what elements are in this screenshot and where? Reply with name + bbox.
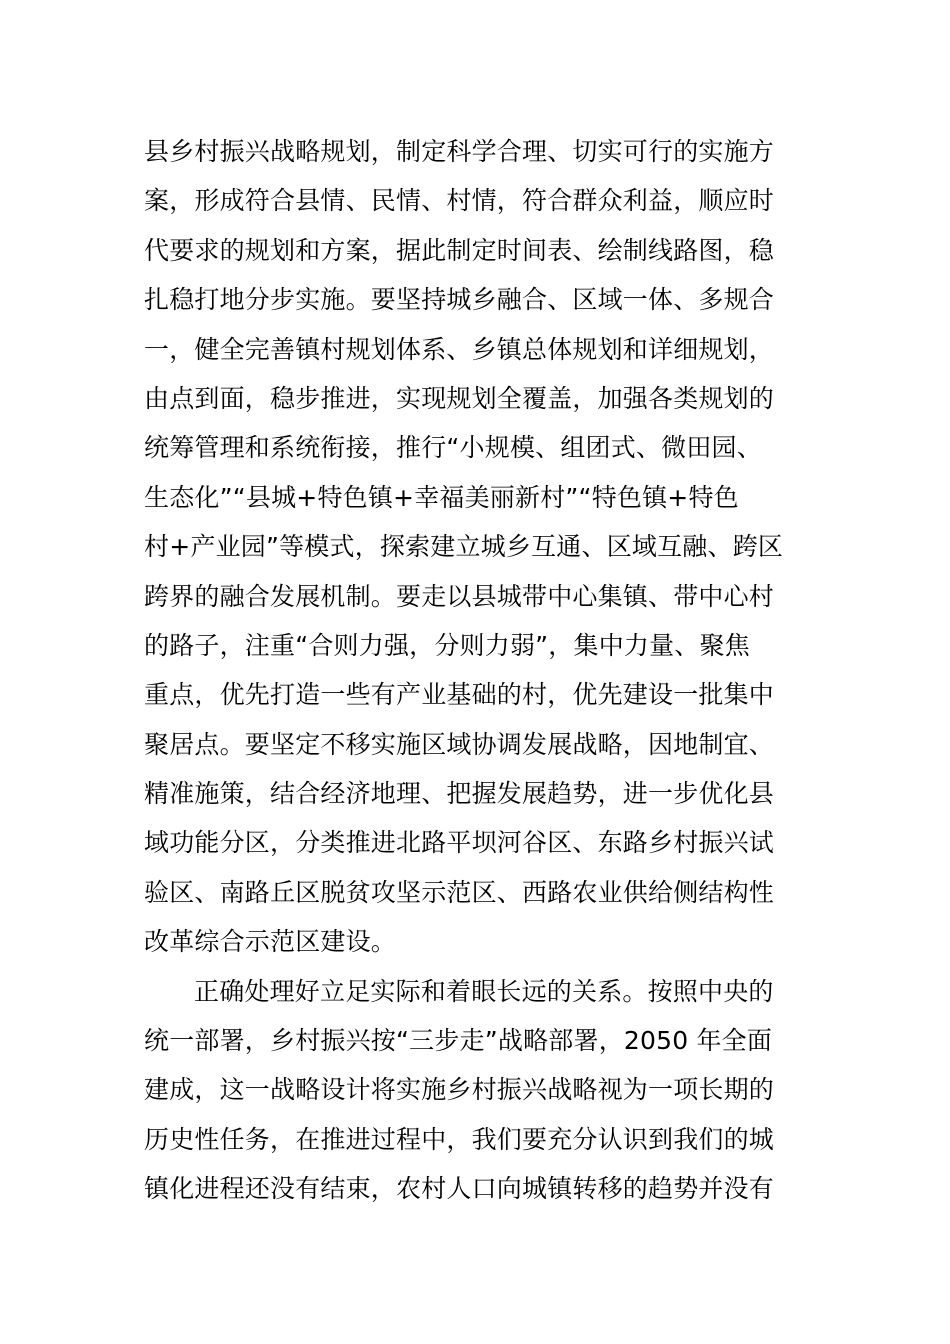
text-line: 建成，这一战略设计将实施乡村振兴战略视为一项长期的	[144, 1075, 775, 1105]
text-line: 域功能分区，分类推进北路平坝河谷区、东路乡村振兴试	[144, 828, 775, 858]
text-line: 精准施策，结合经济地理、把握发展趋势，进一步优化县	[144, 779, 775, 809]
text-line: 正确处理好立足实际和着眼长远的关系。按照中央的	[194, 976, 774, 1006]
text-line: 生态化”“县城+特色镇+幸福美丽新村”“特色镇+特色	[144, 482, 739, 512]
text-line: 改革综合示范区建设。	[144, 927, 397, 957]
text-line: 统一部署，乡村振兴按“三步走”战略部署，2050 年全面	[144, 1026, 773, 1056]
text-line: 村+产业园”等模式，探索建立城乡互通、区域互融、跨区	[144, 532, 784, 562]
text-line: 代要求的规划和方案，据此制定时间表、绘制线路图，稳	[144, 235, 775, 265]
text-line: 历史性任务，在推进过程中，我们要充分认识到我们的城	[144, 1124, 775, 1154]
text-line: 聚居点。要坚定不移实施区域协调发展战略，因地制宜、	[144, 729, 775, 759]
body-text	[144, 127, 809, 1214]
paragraph-2	[144, 967, 809, 1214]
text-line: 重点，优先打造一些有产业基础的村，优先建设一批集中	[144, 680, 775, 710]
text-line: 扎稳打地分步实施。要坚持城乡融合、区域一体、多规合	[144, 285, 775, 315]
text-line: 统筹管理和系统衔接，推行“小规模、组团式、微田园、	[144, 433, 762, 463]
text-line: 一，健全完善镇村规划体系、乡镇总体规划和详细规划，	[144, 334, 775, 364]
paragraph-1	[144, 127, 809, 967]
text-line: 案，形成符合县情、民情、村情，符合群众利益，顺应时	[144, 186, 775, 216]
text-line: 跨界的融合发展机制。要走以县城带中心集镇、带中心村	[144, 581, 775, 611]
text-line: 由点到面，稳步推进，实现规划全覆盖，加强各类规划的	[144, 383, 775, 413]
text-line: 的路子，注重“合则力强，分则力弱”，集中力量、聚焦	[144, 630, 750, 660]
text-line: 镇化进程还没有结束，农村人口向城镇转移的趋势并没有	[144, 1174, 775, 1204]
text-line: 县乡村振兴战略规划，制定科学合理、切实可行的实施方	[144, 137, 775, 166]
text-line: 验区、南路丘区脱贫攻坚示范区、西路农业供给侧结构性	[144, 877, 775, 907]
